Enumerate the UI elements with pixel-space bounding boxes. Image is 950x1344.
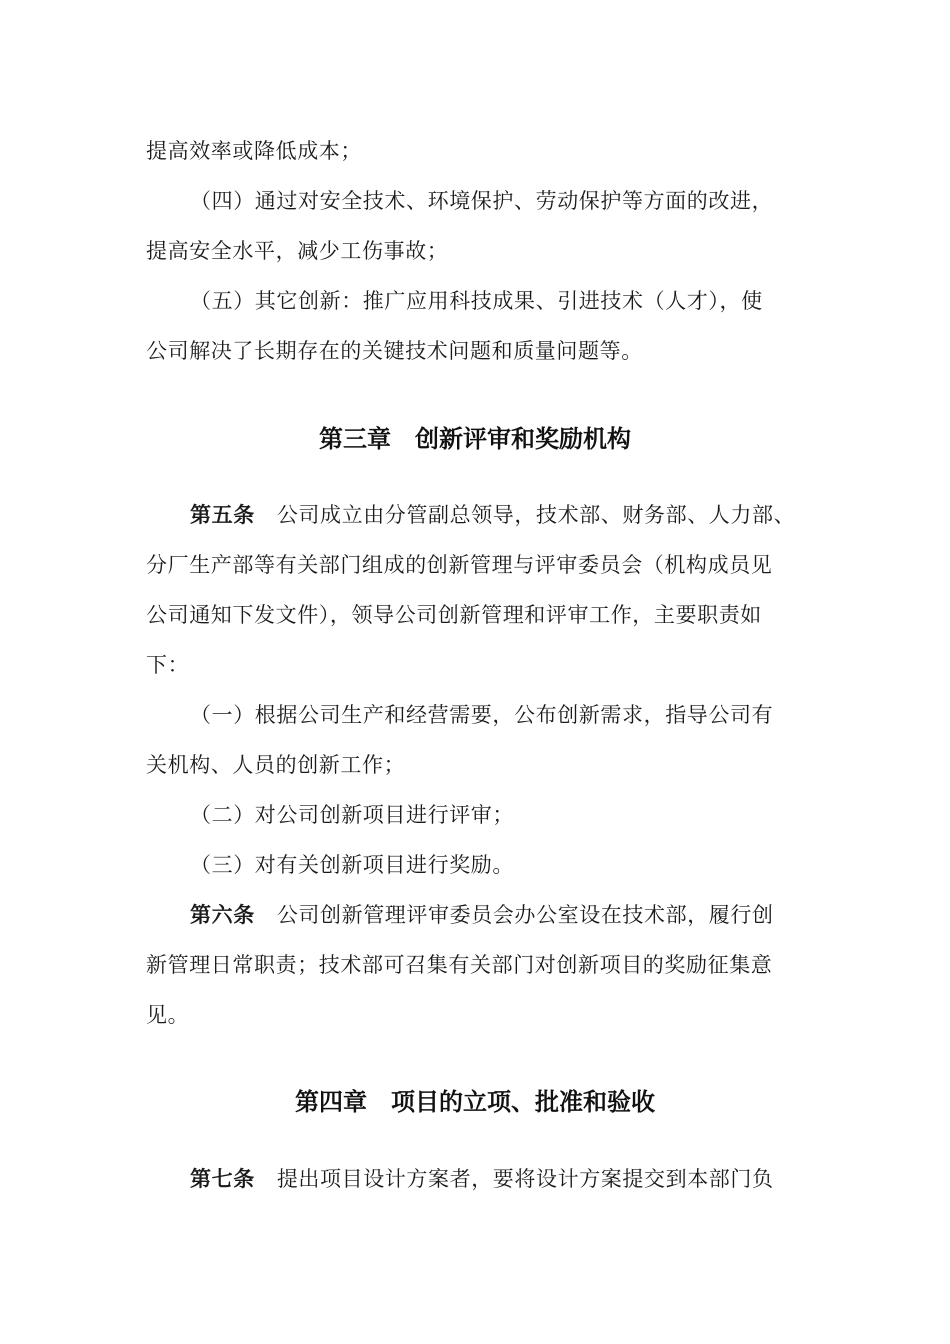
article-first-line [190,1164,774,1194]
article-text: 公司创新管理评审委员会办公室设在技术部，履行创 [276,903,774,927]
article-label: 第七条 [190,1167,255,1191]
paragraph-line: 关机构、人员的创新工作； [146,753,406,777]
article-first-line [190,900,774,930]
list-item: （一）根据公司生产和经营需要，公布创新需求，指导公司有 [190,703,774,727]
paragraph-line: （五）其它创新：推广应用科技成果、引进技术（人才），使 [190,289,763,313]
paragraph-line: 公司解决了长期存在的关键技术问题和质量问题等。 [146,339,643,363]
article-text: 提出项目设计方案者，要将设计方案提交到本部门负 [276,1167,774,1191]
article-label: 第五条 [190,503,255,527]
chapter-heading: 第四章 项目的立项、批准和验收 [295,1088,655,1116]
article-label: 第六条 [190,903,255,927]
list-item: （二）对公司创新项目进行评审； [190,803,514,827]
paragraph-line: 公司通知下发文件），领导公司创新管理和评审工作，主要职责如 [146,603,762,627]
paragraph-line: 见。 [146,1003,190,1027]
paragraph-line: 提高效率或降低成本； [146,139,362,163]
article-first-line [190,500,795,530]
chapter-heading: 第三章 创新评审和奖励机构 [319,425,631,453]
paragraph-line: 提高安全水平，减少工伤事故； [146,239,449,263]
paragraph-line: 新管理日常职责；技术部可召集有关部门对创新项目的奖励征集意 [146,953,773,977]
article-text: 公司成立由分管副总领导，技术部、财务部、人力部、 [276,503,796,527]
paragraph-line: 下： [146,653,190,677]
paragraph-line: （四）通过对安全技术、环境保护、劳动保护等方面的改进， [190,189,774,213]
paragraph-line: 分厂生产部等有关部门组成的创新管理与评审委员会（机构成员见 [146,553,773,577]
list-item: （三）对有关创新项目进行奖励。 [190,853,514,877]
